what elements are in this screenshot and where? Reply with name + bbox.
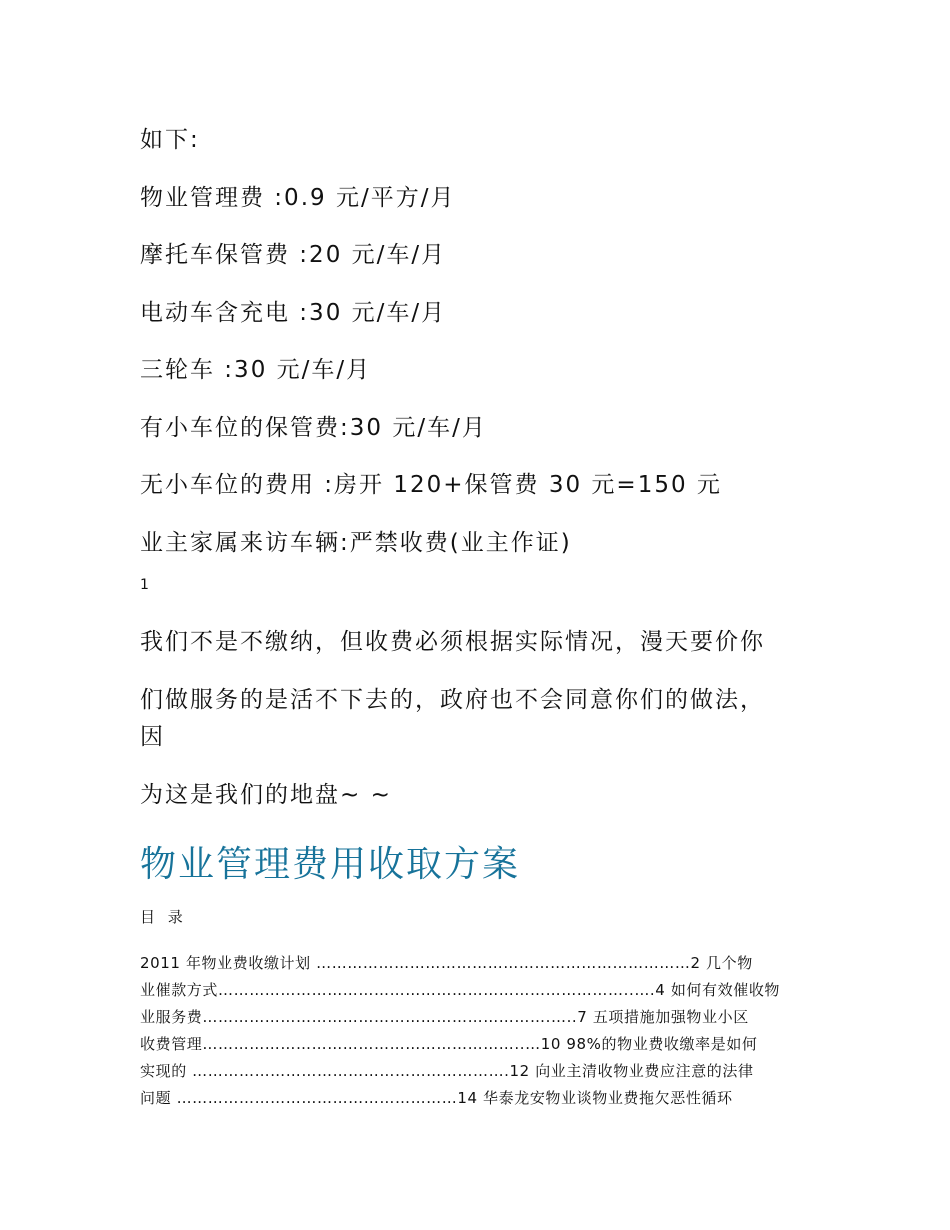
paragraph-line: 因 — [140, 724, 165, 750]
fee-item-visitor: 业主家属来访车辆:严禁收费(业主作证) — [140, 530, 572, 556]
fee-item-electric-bike: 电动车含充电 :30 元/车/月 — [140, 300, 447, 326]
fee-item-without-parking: 无小车位的费用 :房开 120+保管费 30 元=150 元 — [140, 472, 722, 498]
toc-line: 实现的 …………………………………………………….12 向业主清收物业费应注意的法律 — [140, 1062, 754, 1080]
fee-intro: 如下: — [140, 127, 200, 153]
toc-line: 业服务费………………………………………………………….…..7 五项措施加强物业小区 — [140, 1008, 749, 1026]
page-number: 1 — [140, 577, 149, 593]
fee-item-property-management: 物业管理费 :0.9 元/平方/月 — [140, 185, 456, 211]
toc-line: 问题 ………………………………………………14 华泰龙安物业谈物业费拖欠恶性循环 — [140, 1089, 733, 1107]
toc-line: 业催款方式……………………………………………………………………..….4 如何有效催收物 — [140, 981, 781, 999]
toc-line: 2011 年物业费收缴计划 ………………………………………………………………2 几个物 — [140, 954, 753, 972]
paragraph-line: 我们不是不缴纳，但收费必须根据实际情况，漫天要价你 — [140, 629, 765, 655]
section-heading: 物业管理费用收取方案 — [140, 844, 521, 885]
fee-item-motorcycle: 摩托车保管费 :20 元/车/月 — [140, 242, 447, 268]
fee-item-with-parking: 有小车位的保管费:30 元/车/月 — [140, 415, 487, 441]
toc-title: 目 录 — [140, 908, 187, 926]
paragraph-line: 们做服务的是活不下去的，政府也不会同意你们的做法， — [140, 687, 765, 713]
toc-line: 收费管理……………………………………………………..…10 98%的物业费收缴率是如何 — [140, 1035, 758, 1053]
paragraph-line: 为这是我们的地盘~ ~ — [140, 782, 392, 808]
fee-item-tricycle: 三轮车 :30 元/车/月 — [140, 357, 372, 383]
